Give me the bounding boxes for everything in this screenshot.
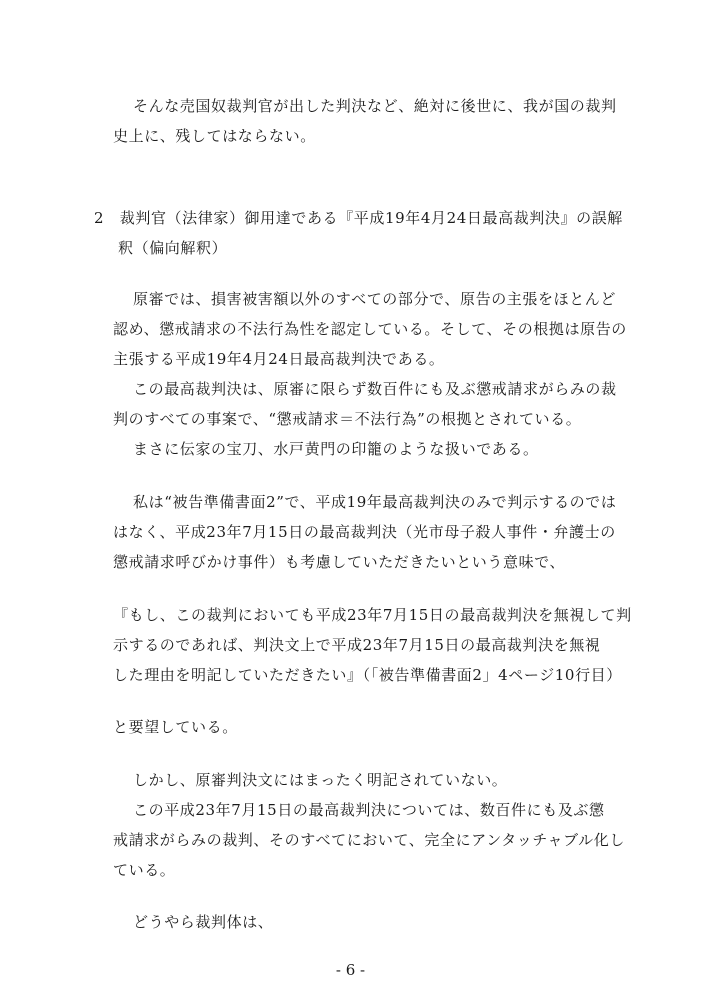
paragraph-2-line-2: 認め、懲戒請求の不法行為性を認定している。そして、その根拠は原告の <box>113 320 627 338</box>
section-heading-2-line-2: 釈（偏向解釈） <box>118 239 228 257</box>
section-heading-2-line-1: 2 裁判官（法律家）御用達である『平成19年4月24日最高裁判決』の誤解 <box>94 209 623 227</box>
paragraph-2-line-3: 主張する平成19年4月24日最高裁判決である。 <box>113 350 445 368</box>
paragraph-2-line-4: この最高裁判決は、原審に限らず数百件にも及ぶ懲戒請求がらみの裁 <box>133 380 617 398</box>
quote-line-3: した理由を明記していただきたい』（「被告準備書面2」4ページ10行目） <box>113 666 622 684</box>
paragraph-6-line-2: この平成23年7月15日の最高裁判決については、数百件にも及ぶ懲 <box>133 801 605 819</box>
quote-line-1: 『もし、この裁判においても平成23年7月15日の最高裁判決を無視して判 <box>113 606 632 624</box>
paragraph-3-line-3: 懲戒請求呼びかけ事件）も考慮していただきたいという意味で、 <box>113 553 566 571</box>
paragraph-7-line-1: どうやら裁判体は、 <box>133 913 274 931</box>
paragraph-1-line-1: そんな売国奴裁判官が出した判決など、絶対に後世に、我が国の裁判 <box>133 97 617 115</box>
paragraph-5-line-1: と要望している。 <box>113 718 238 736</box>
paragraph-2-line-6: まさに伝家の宝刀、水戸黄門の印籠のような扱いである。 <box>133 440 539 458</box>
quote-line-2: 示するのであれば、判決文上で平成23年7月15日の最高裁判決を無視 <box>113 636 601 654</box>
paragraph-6-line-4: ている。 <box>113 861 176 879</box>
paragraph-2-line-1: 原審では、損害被害額以外のすべての部分で、原告の主張をほとんど <box>133 290 617 308</box>
page-number: - 6 - <box>335 961 366 979</box>
paragraph-6-line-1: しかし、原審判決文にはまったく明記されていない。 <box>133 771 508 789</box>
paragraph-3-line-1: 私は“被告準備書面2”で、平成19年最高裁判決のみで判示するのでは <box>133 493 617 511</box>
paragraph-3-line-2: はなく、平成23年7月15日の最高裁判決（光市母子殺人事件・弁護士の <box>113 523 616 541</box>
paragraph-1-line-2: 史上に、残してはならない。 <box>113 127 316 145</box>
paragraph-2-line-5: 判のすべての事案で、“懲戒請求＝不法行為”の根拠とされている。 <box>113 410 582 428</box>
paragraph-6-line-3: 戒請求がらみの裁判、そのすべてにおいて、完全にアンタッチャブル化し <box>113 831 625 849</box>
